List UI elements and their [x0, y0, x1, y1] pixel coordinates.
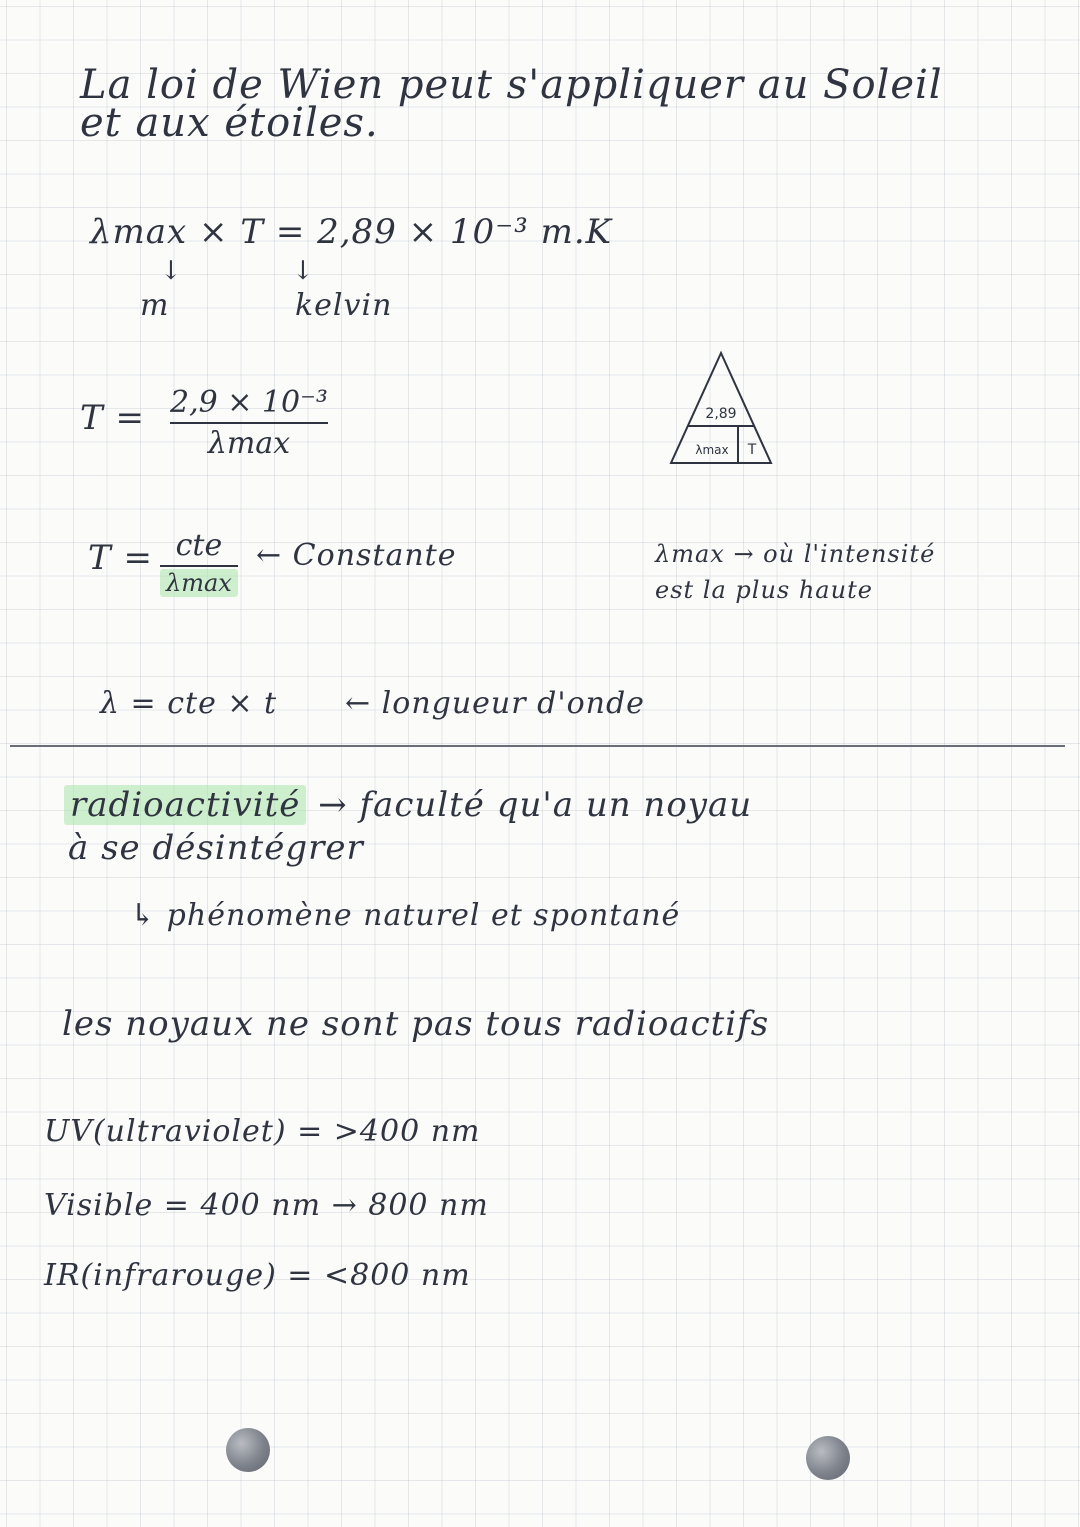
ir-line: IR(infrarouge) = <800 nm: [44, 1258, 471, 1293]
radio-note: les noyaux ne sont pas tous radioactifs: [62, 1004, 770, 1044]
triangle-left: λmax: [695, 443, 729, 457]
triangle-right: T: [747, 442, 757, 458]
binder-hole: [806, 1436, 850, 1480]
fraction-bar: [160, 565, 238, 567]
lambda-max-note-2: est la plus haute: [655, 576, 873, 604]
formula-triangle: [668, 350, 774, 466]
visible-line: Visible = 400 nm → 800 nm: [44, 1188, 489, 1223]
radio-def-2: à se désintégrer: [68, 828, 364, 868]
formula-T-denominator: λmax: [207, 426, 291, 461]
radio-sub: ↳ phénomène naturel et spontané: [130, 898, 681, 933]
intro-line-1: La loi de Wien peut s'appliquer au Soleil: [80, 62, 943, 108]
formula-cte-denominator: λmax: [160, 569, 238, 597]
unit-kelvin: kelvin: [295, 288, 393, 323]
radio-term-line: [64, 785, 752, 825]
fraction-bar: [170, 422, 328, 424]
formula-T-fraction: [170, 385, 328, 461]
down-arrow-icon: ↓: [292, 256, 314, 286]
binder-hole: [226, 1428, 270, 1472]
lambda-max-note-1: λmax → où l'intensité: [655, 540, 936, 568]
radio-term: radioactivité: [64, 785, 306, 825]
formula-T-numerator: 2,9 × 10⁻³: [170, 385, 328, 420]
constante-note: ← Constante: [256, 538, 457, 573]
section-divider: [10, 745, 1065, 747]
down-arrow-icon: ↓: [160, 256, 182, 286]
wien-formula: λmax × T = 2,89 × 10⁻³ m.K: [90, 212, 613, 252]
formula-cte-fraction: [160, 528, 238, 597]
unit-lambda: m: [140, 288, 170, 323]
intro-line-2: et aux étoiles.: [80, 100, 379, 146]
radio-def-1: → faculté qu'a un noyau: [318, 785, 753, 825]
formula-cte-numerator: cte: [175, 528, 223, 563]
formula-lambda: λ = cte × t: [100, 686, 278, 721]
formula-cte-lhs: T =: [88, 538, 153, 578]
formula-T-lhs: T =: [80, 398, 145, 438]
uv-line: UV(ultraviolet) = >400 nm: [44, 1114, 481, 1149]
triangle-top: 2,89: [705, 406, 737, 422]
longueur-onde-note: ← longueur d'onde: [345, 686, 645, 721]
